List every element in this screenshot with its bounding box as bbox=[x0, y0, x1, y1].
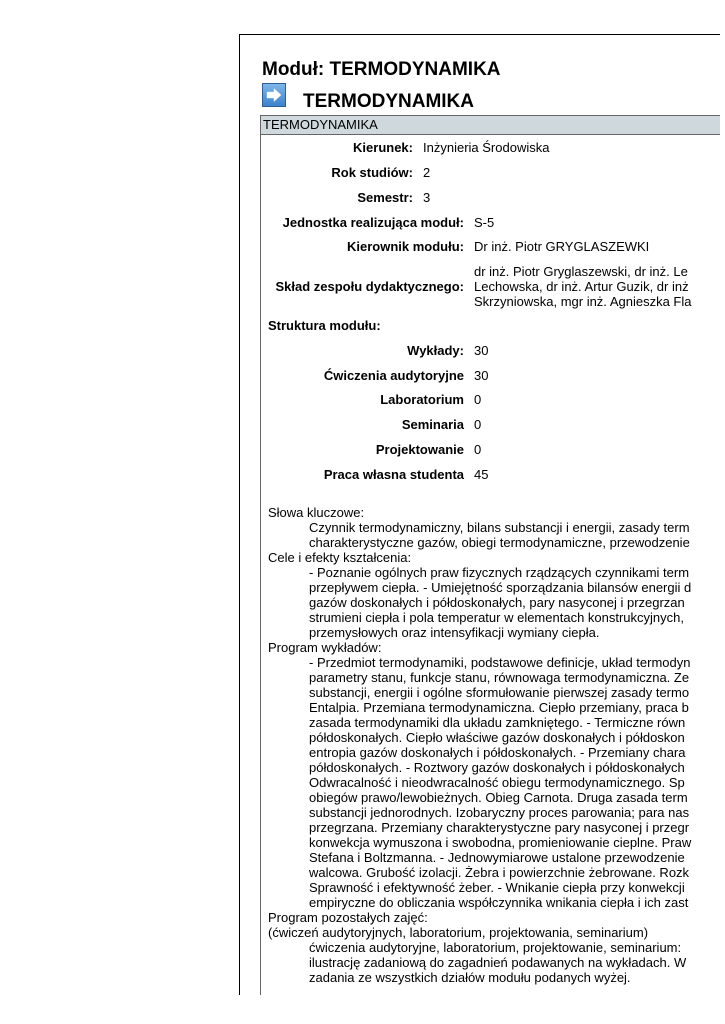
structure-row-label: Seminaria bbox=[401, 417, 464, 432]
structure-row-label: Ćwiczenia audytoryjne bbox=[323, 368, 464, 383]
text-line: Stefana i Boltzmanna. - Jednowymiarowe ustalone przewodzenie bbox=[309, 850, 685, 865]
keywords-heading: Słowa kluczowe: bbox=[268, 505, 365, 520]
keywords-text bbox=[268, 520, 720, 550]
structure-row-label: Wykłady: bbox=[407, 343, 464, 358]
text-line: Czynnik termodynamiczny, bilans substancji i energii, zasady term bbox=[309, 520, 690, 535]
text-line: Sprawność i efektywność żeber. - Wnikanie ciepła przy konwekcji bbox=[309, 880, 685, 895]
text-line: - Przedmiot termodynamiki, podstawowe definicje, układ termodyn bbox=[309, 655, 691, 670]
structure-row-value: 45 bbox=[474, 467, 489, 482]
structure-row bbox=[261, 417, 720, 432]
structure-row bbox=[261, 392, 720, 407]
sklad-line: Skrzyniowska, mgr inż. Agnieszka Fla bbox=[474, 294, 692, 309]
structure-row-value: 30 bbox=[474, 368, 489, 383]
goals-text bbox=[268, 565, 720, 640]
other-classes-subheading: (ćwiczeń audytoryjnych, laboratorium, projektowania, seminarium) bbox=[268, 925, 649, 940]
text-line: Entalpia. Przemiana termodynamiczna. Ciepło przemiany, praca b bbox=[309, 700, 689, 715]
text-line: ilustrację zadaniową do zagadnień podawanych na wykładach. W bbox=[309, 955, 687, 970]
text-line: substancji jednorodnych. Izobaryczny proces parowania; para nas bbox=[309, 805, 690, 820]
text-line: półdoskonałych. Ciepło właściwe gazów doskonałych i półdoskon bbox=[309, 730, 685, 745]
structure-row-value: 0 bbox=[474, 442, 482, 457]
arrow-right-icon[interactable] bbox=[262, 83, 286, 107]
text-line: zasada termodynamiki dla układu zamkniętego. - Termiczne równ bbox=[309, 715, 686, 730]
goals-heading: Cele i efekty kształcenia: bbox=[268, 550, 412, 565]
lecture-program-text bbox=[268, 655, 720, 910]
structure-row bbox=[261, 442, 720, 457]
jednostka-value: S-5 bbox=[474, 215, 495, 230]
text-line: entropia gazów doskonałych i półdoskonałych. - Przemiany chara bbox=[309, 745, 686, 760]
module-box-header: TERMODYNAMIKA bbox=[261, 115, 720, 135]
description-sections bbox=[268, 505, 720, 985]
text-line: przegrzana. Przemiany charakterystyczne pary nasyconej i przegr bbox=[309, 820, 690, 835]
text-line: obiegów prawo/lewobieżnych. Obieg Carnota. Druga zasada term bbox=[309, 790, 688, 805]
text-line: substancji, energii i ogólne sformułowanie pierwszej zasady termo bbox=[309, 685, 690, 700]
sklad-line: Lechowska, dr inż. Artur Guzik, dr inż bbox=[474, 279, 689, 294]
text-line: gazów doskonałych i półdoskonałych, pary nasyconej i przegrzan bbox=[309, 595, 685, 610]
other-classes-text bbox=[268, 940, 720, 985]
text-line: walcowa. Grubość izolacji. Żebra i powierzchnie żebrowane. Rozk bbox=[309, 865, 690, 880]
text-line: przepływem ciepła. - Umiejętność sporządzania bilansów energii d bbox=[309, 580, 692, 595]
text-line: - Poznanie ogólnych praw fizycznych rządzących czynnikami term bbox=[309, 565, 690, 580]
info-row-jednostka bbox=[261, 215, 720, 230]
text-line: Odwracalność i nieodwracalność obiegu termodynamicznego. Sp bbox=[309, 775, 685, 790]
kierownik-label: Kierownik modułu: bbox=[347, 239, 464, 254]
document-page bbox=[239, 34, 720, 995]
text-line: półdoskonałych. - Roztwory gazów doskonałych i półdoskonałych bbox=[309, 760, 685, 775]
text-line: ćwiczenia audytoryjne, laboratorium, projektowanie, seminarium: bbox=[309, 940, 682, 955]
structure-row-label: Praca własna studenta bbox=[323, 467, 464, 482]
info-row-kierownik bbox=[261, 239, 720, 254]
info-row-kierunek bbox=[261, 140, 720, 155]
structure-row-value: 0 bbox=[474, 417, 482, 432]
text-line: parametry stanu, funkcje stanu, równowaga termodynamiczna. Ze bbox=[309, 670, 690, 685]
jednostka-label: Jednostka realizująca moduł: bbox=[282, 215, 464, 230]
text-line: przemysłowych oraz intensyfikacji wymiany ciepła. bbox=[309, 625, 600, 640]
sklad-line: dr inż. Piotr Gryglaszewski, dr inż. Le bbox=[474, 264, 688, 279]
structure-row bbox=[261, 368, 720, 383]
semestr-label: Semestr: bbox=[357, 190, 413, 205]
structure-row bbox=[261, 343, 720, 358]
structure-row-value: 30 bbox=[474, 343, 489, 358]
info-row-rok bbox=[261, 165, 720, 180]
page-title: Moduł: TERMODYNAMIKA bbox=[262, 59, 501, 80]
lecture-program-heading: Program wykładów: bbox=[268, 640, 382, 655]
text-line: strumieni ciepła i pola temperatur w elementach konstrukcyjnych, bbox=[309, 610, 685, 625]
other-classes-heading: Program pozostałych zajęć: bbox=[268, 910, 428, 925]
text-line: konwekcja wymuszona i swobodna, promieniowanie cieplne. Praw bbox=[309, 835, 692, 850]
rok-label: Rok studiów: bbox=[331, 165, 413, 180]
module-subtitle: TERMODYNAMIKA bbox=[303, 91, 474, 112]
sklad-label: Skład zespołu dydaktycznego: bbox=[275, 279, 464, 294]
kierunek-label: Kierunek: bbox=[353, 140, 413, 155]
semestr-value: 3 bbox=[423, 190, 431, 205]
text-line: empiryczne do obliczania współczynnika wnikania ciepła i ich zast bbox=[309, 895, 689, 910]
structure-row-label: Projektowanie bbox=[375, 442, 464, 457]
rok-value: 2 bbox=[423, 165, 431, 180]
structure-row-label: Laboratorium bbox=[380, 392, 464, 407]
text-line: charakterystyczne gazów, obiegi termodynamiczne, przewodzenie bbox=[309, 535, 690, 550]
kierownik-value: Dr inż. Piotr GRYGLASZEWKI bbox=[474, 239, 650, 254]
text-line: zadania ze wszystkich działów modułu podanych wyżej. bbox=[309, 970, 631, 985]
structure-title: Struktura modułu: bbox=[268, 318, 381, 333]
structure-row bbox=[261, 467, 720, 482]
structure-row-value: 0 bbox=[474, 392, 482, 407]
info-row-semestr bbox=[261, 190, 720, 205]
module-info-box bbox=[260, 115, 720, 995]
kierunek-value: Inżynieria Środowiska bbox=[423, 140, 550, 155]
sklad-value bbox=[474, 264, 691, 309]
info-row-sklad bbox=[261, 264, 720, 312]
